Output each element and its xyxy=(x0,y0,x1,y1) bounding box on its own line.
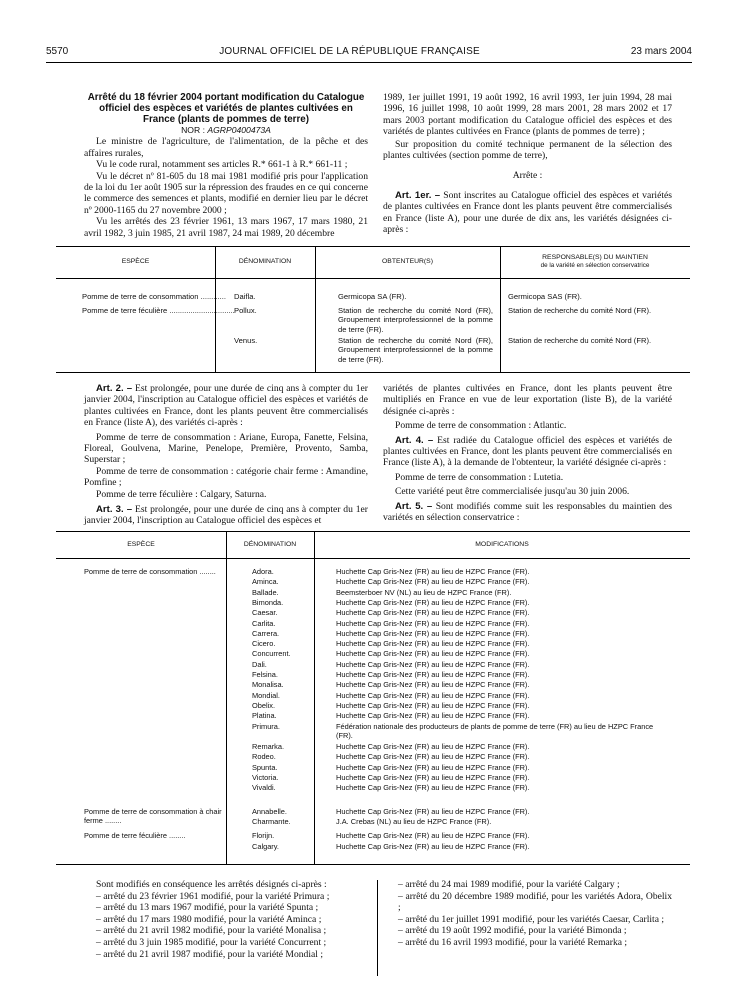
table2-row-nom: Annabelle. xyxy=(252,806,287,816)
article-4-item-1: Pomme de terre de consommation : Lutetia. xyxy=(395,471,564,483)
table1-row-2-nom: Pollux. xyxy=(234,306,257,315)
table2-row-modification: Beemsterboer NV (NL) au lieu de HZPC France (FR). xyxy=(336,587,512,597)
table2-row-nom: Primura. xyxy=(252,721,280,731)
table2-row-espece-text: Pomme de terre de consommation xyxy=(84,567,198,576)
table2-row-modification: Huchette Cap Gris-Nez (FR) au lieu de HZPC France (FR). xyxy=(336,608,530,618)
bottom-right-column xyxy=(386,879,672,949)
table2-row-nom: Vivaldi. xyxy=(252,783,276,793)
table2-row-modification: Huchette Cap Gris-Nez (FR) au lieu de HZPC France (FR). xyxy=(336,762,530,772)
table2-row-modification: Huchette Cap Gris-Nez (FR) au lieu de HZPC France (FR). xyxy=(336,649,530,659)
table2-row-nom: Spunta. xyxy=(252,762,278,772)
article-5 xyxy=(383,501,672,524)
table1-row-2-obtenteur: Station de recherche du comité Nord (FR), Groupement interprofessionnel de la pomme de terre (FR). xyxy=(338,306,493,334)
table2-divider-2 xyxy=(314,532,315,864)
table2-row-nom: Concurrent. xyxy=(252,649,291,659)
table2-row-nom: Rodeo. xyxy=(252,752,276,762)
minister-line: Le ministre de l'agriculture, de l'alimentation, de la pêche et des affaires rurales, xyxy=(84,136,368,159)
header-rule xyxy=(46,62,692,63)
table2-row-nom: Bimonda. xyxy=(252,597,284,607)
table2-row-nom: Caesar. xyxy=(252,608,278,618)
table2-row-espece: Pomme de terre de consommation à chair ferme ........ xyxy=(84,806,222,825)
table1-row-3-nom: Venus. xyxy=(234,336,258,345)
consequence-item: – arrêté du 13 mars 1967 modifié, pour la variété Spunta ; xyxy=(96,902,319,914)
consequence-item: – arrêté du 20 décembre 1989 modifié, pour les variétés Adora, Obelix ; xyxy=(398,890,672,914)
table2-row-modification: Huchette Cap Gris-Nez (FR) au lieu de HZPC France (FR). xyxy=(336,742,530,752)
article-2-item-2: Pomme de terre de consommation : catégorie chair ferme : Amandine, Pomfine ; xyxy=(84,465,368,489)
table2-row-modification: J.A. Crebas (NL) au lieu de HZPC France (FR). xyxy=(336,816,492,826)
table2-row-modification: Huchette Cap Gris-Nez (FR) au lieu de HZPC France (FR). xyxy=(336,628,530,638)
article-4-item-2: Cette variété peut être commercialisée jusqu'au 30 juin 2006. xyxy=(395,486,630,498)
table2-row-modification: Huchette Cap Gris-Nez (FR) au lieu de HZPC France (FR). xyxy=(336,567,530,576)
table2-frame xyxy=(56,531,690,865)
table2-row-modification: Huchette Cap Gris-Nez (FR) au lieu de HZPC France (FR). xyxy=(336,806,530,816)
table1-header-espece: ESPÈCE xyxy=(121,258,150,265)
table2-row-nom: Calgary. xyxy=(252,841,279,851)
table1-row-2-espece: Pomme de terre féculière ............................... xyxy=(82,306,235,315)
consequence-item: – arrêté du 21 avril 1982 modifié, pour la variété Monalisa ; xyxy=(96,925,327,937)
table2-row-nom: Carrera. xyxy=(252,628,280,638)
consequence-item: – arrêté du 3 juin 1985 modifié, pour la variété Concurrent ; xyxy=(96,936,327,948)
table2-row-nom: Adora. xyxy=(252,567,274,576)
table1-header-denomination: DÉNOMINATION xyxy=(238,258,292,265)
article-2-item-3: Pomme de terre féculière : Calgary, Saturna. xyxy=(96,488,267,500)
table2-row-nom: Carlita. xyxy=(252,618,276,628)
consequence-item: – arrêté du 17 mars 1980 modifié, pour la variété Aminca ; xyxy=(96,913,322,925)
table1-header-obtenteur: OBTENTEUR(S) xyxy=(382,258,433,265)
article-2-text: Est prolongée, pour une durée de cinq ans à compter du 1er janvier 2004, l'inscription au Catalogue officiel des espèces et variétés de plantes cultivées en France, dont les plants peuvent être commercialisés en France (liste A), des variétés ci-après : xyxy=(84,383,368,429)
proposition: Sur proposition du comité technique permanent de la sélection des plantes cultivées (section pomme de terre), xyxy=(383,138,672,162)
table2-row-modification: Huchette Cap Gris-Nez (FR) au lieu de HZPC France (FR). xyxy=(336,670,530,679)
consequence-item: – arrêté du 1er juillet 1991 modifié, pour les variétés Caesar, Carlita ; xyxy=(398,913,665,925)
table2-row-nom: Obelix. xyxy=(252,700,276,710)
consequence-item: – arrêté du 23 février 1961 modifié, pour la variété Primura ; xyxy=(96,890,330,902)
table2-header-espece: ESPÈCE xyxy=(127,541,155,548)
table1-row-3-resp: Station de recherche du comité Nord (FR). xyxy=(508,336,652,345)
table2-row-modification: Huchette Cap Gris-Nez (FR) au lieu de HZPC France (FR). xyxy=(336,680,530,690)
consequence-item: – arrêté du 16 avril 1993 modifié, pour la variété Remarka ; xyxy=(398,936,628,948)
nor-line xyxy=(84,125,368,136)
table2-row-modification: Fédération nationale des producteurs de plants de pomme de terre (FR) au lieu de HZPC France (FR). xyxy=(336,721,654,740)
table2-row-nom: Remarka. xyxy=(252,742,285,752)
visa-1: Vu le code rural, notamment ses articles R.* 661-1 à R.* 661-11 ; xyxy=(96,159,348,171)
table2-row-nom: Aminca. xyxy=(252,577,279,587)
decree-right-column xyxy=(383,92,672,235)
table2-row-modification: Huchette Cap Gris-Nez (FR) au lieu de HZPC France (FR). xyxy=(336,831,530,841)
table2-row-nom: Cicero. xyxy=(252,639,276,649)
article-3-item-1: Pomme de terre de consommation : Atlantic. xyxy=(395,420,567,432)
table2-row-modification: Huchette Cap Gris-Nez (FR) au lieu de HZPC France (FR). xyxy=(336,690,530,700)
article-2-label: Art. 2. – xyxy=(96,383,133,394)
table2-divider-1 xyxy=(226,532,227,864)
table2-row-nom: Charmante. xyxy=(252,816,291,826)
bottom-left-column xyxy=(84,879,374,960)
table2-row-espece: Pomme de terre de consommation ........ xyxy=(84,567,216,576)
table2-row-modification: Huchette Cap Gris-Nez (FR) au lieu de HZPC France (FR). xyxy=(336,841,530,851)
table2-row-nom: Felsina. xyxy=(252,670,278,679)
article-4 xyxy=(383,435,672,469)
table2-row-modification: Huchette Cap Gris-Nez (FR) au lieu de HZPC France (FR). xyxy=(336,700,530,710)
table2-row-modification: Huchette Cap Gris-Nez (FR) au lieu de HZPC France (FR). xyxy=(336,597,530,607)
article-4-label: Art. 4. – xyxy=(395,434,434,446)
table2-row-nom: Florijn. xyxy=(252,831,275,841)
consequence-item: – arrêté du 21 avril 1987 modifié, pour la variété Mondial ; xyxy=(96,948,323,960)
table2-row-modification: Huchette Cap Gris-Nez (FR) au lieu de HZPC France (FR). xyxy=(336,577,530,587)
article-1-text: Sont inscrites au Catalogue officiel des espèces et variétés de plantes cultivées en France dont les plants peuvent être commercialisés en France (liste A), pour une durée de dix ans, les variétés désignées ci-après : xyxy=(383,189,672,236)
table2-row-nom: Ballade. xyxy=(252,587,279,597)
table1-header-responsable-sub: de la variété en sélection conservatrice xyxy=(540,262,650,269)
consequence-intro: Sont modifiés en conséquence les arrêtés désignés ci-après : xyxy=(96,879,327,890)
arrete: Arrête : xyxy=(512,170,543,182)
table2-row-espece-text: Pomme de terre de consommation à chair ferme xyxy=(84,806,222,825)
table1-row-3-obtenteur: Station de recherche du comité Nord (FR), Groupement interprofessionnel de la pomme de terre (FR). xyxy=(338,336,493,364)
table2-row-modification: Huchette Cap Gris-Nez (FR) au lieu de HZPC France (FR). xyxy=(336,773,530,782)
table2-row-modification: Huchette Cap Gris-Nez (FR) au lieu de HZPC France (FR). xyxy=(336,639,530,649)
table2-row-espece: Pomme de terre féculière ........ xyxy=(84,831,186,841)
article-3 xyxy=(84,504,368,527)
decree-title: Arrêté du 18 février 2004 portant modification du Catalogue officiel des espèces et variétés de plantes cultivées en France (plants de pommes de terre) xyxy=(87,92,365,125)
column-rule-bottom xyxy=(377,880,378,976)
table2-header-modifications: MODIFICATIONS xyxy=(475,541,529,548)
table2-row-modification: Huchette Cap Gris-Nez (FR) au lieu de HZPC France (FR). xyxy=(336,659,530,669)
table2-row-espece-text: Pomme de terre féculière xyxy=(84,831,167,841)
visa-3-continued: 1989, 1er juillet 1991, 19 août 1992, 16 avril 1993, 1er juin 1994, 28 mai 1996, 16 juillet 1998, 10 août 1999, 28 mars 2001, 28 mars 2002 et 17 mars 2003 portant modification du Catalogue officiel des espèces et des variétés de plantes cultivées en France (plants de pommes de terre) ; xyxy=(383,92,672,138)
table2-header-rule xyxy=(56,558,690,559)
visa-2: Vu le décret nº 81-605 du 18 mai 1981 modifié pris pour l'application de la loi du 1er août 1905 sur la répression des fraudes en ce qui concerne le commerce des semences et plants, modifié en dernier lieu par le décret nº 2000-1165 du 27 novembre 2000 ; xyxy=(84,170,368,216)
middle-right-column xyxy=(383,383,672,523)
article-2-item-1: Pomme de terre de consommation : Ariane, Europa, Fanette, Felsina, Floreal, Goulvena, Marine, Penelope, Première, Provento, Samba, Superstar ; xyxy=(84,431,368,466)
table2-header-denomination: DÉNOMINATION xyxy=(243,541,297,548)
table1-header-rule xyxy=(56,278,690,279)
table2-row-nom: Mondial. xyxy=(252,690,280,700)
table1-row-1-obtenteur: Germicopa SA (FR). xyxy=(338,292,407,301)
consequence-item: – arrêté du 19 août 1992 modifié, pour la variété Bimonda ; xyxy=(398,925,627,937)
journal-title: JOURNAL OFFICIEL DE LA RÉPUBLIQUE FRANÇAISE xyxy=(219,46,480,57)
article-3-text: Est prolongée, pour une durée de cinq ans à compter du 1er janvier 2004, l'inscription au Catalogue officiel des espèces et xyxy=(84,504,368,527)
article-1 xyxy=(383,190,672,236)
table2-row-nom: Monalisa. xyxy=(252,680,284,690)
article-2 xyxy=(84,383,368,429)
table2-row-modification: Huchette Cap Gris-Nez (FR) au lieu de HZPC France (FR). xyxy=(336,711,530,721)
article-3-label: Art. 3. – xyxy=(96,504,133,516)
consequence-list-left xyxy=(84,891,374,961)
table1-header-responsable: RESPONSABLE(S) DU MAINTIEN xyxy=(542,254,648,261)
page-number: 5570 xyxy=(46,46,69,57)
table2-row-modification: Huchette Cap Gris-Nez (FR) au lieu de HZPC France (FR). xyxy=(336,783,530,793)
article-1-label: Art. 1er. – xyxy=(395,189,441,201)
table2-row-nom: Victoria. xyxy=(252,773,279,782)
consequence-list-right xyxy=(386,879,672,949)
table2-row-modification: Huchette Cap Gris-Nez (FR) au lieu de HZPC France (FR). xyxy=(336,752,530,762)
table1-row-1-espece: Pomme de terre de consommation ............ xyxy=(82,292,226,301)
table2-row-nom: Dali. xyxy=(252,659,267,669)
article-4-text: Est radiée du Catalogue officiel des espèces et variétés de plantes cultivées en France, dont les plants peuvent être commercialisés en France (liste A), à la demande de l'obtenteur, la variété désignée ci-après : xyxy=(383,434,672,469)
page-header xyxy=(46,46,692,57)
article-3-continued: variétés de plantes cultivées en France, dont les plants peuvent être multipliés en France en vue de leur exportation (liste B), de la variété désignée ci-après : xyxy=(383,383,672,417)
table1-row-1-nom: Daifla. xyxy=(234,292,256,301)
issue-date: 23 mars 2004 xyxy=(630,46,692,57)
table1-row-2-resp: Station de recherche du comité Nord (FR). xyxy=(508,306,652,315)
article-5-text: Sont modifiés comme suit les responsables du maintien des variétés en sélection conservatrice : xyxy=(383,500,672,524)
visa-3: Vu les arrêtés des 23 février 1961, 13 mars 1967, 17 mars 1980, 21 avril 1982, 3 juin 1985, 21 avril 1987, 24 mai 1989, 20 décembre xyxy=(84,216,368,239)
consequence-item: – arrêté du 24 mai 1989 modifié, pour la variété Calgary ; xyxy=(398,879,620,890)
decree-left-column xyxy=(84,92,368,239)
table1-frame xyxy=(56,246,690,373)
table2-row-modification: Huchette Cap Gris-Nez (FR) au lieu de HZPC France (FR). xyxy=(336,618,530,628)
table2-row-nom: Platina. xyxy=(252,711,277,721)
article-5-label: Art. 5. – xyxy=(395,500,433,512)
table1-row-1-resp: Germicopa SAS (FR). xyxy=(508,292,582,301)
nor-code: AGRP0400473A xyxy=(207,125,271,135)
nor-label: NOR : xyxy=(181,125,205,135)
middle-left-column xyxy=(84,383,368,527)
